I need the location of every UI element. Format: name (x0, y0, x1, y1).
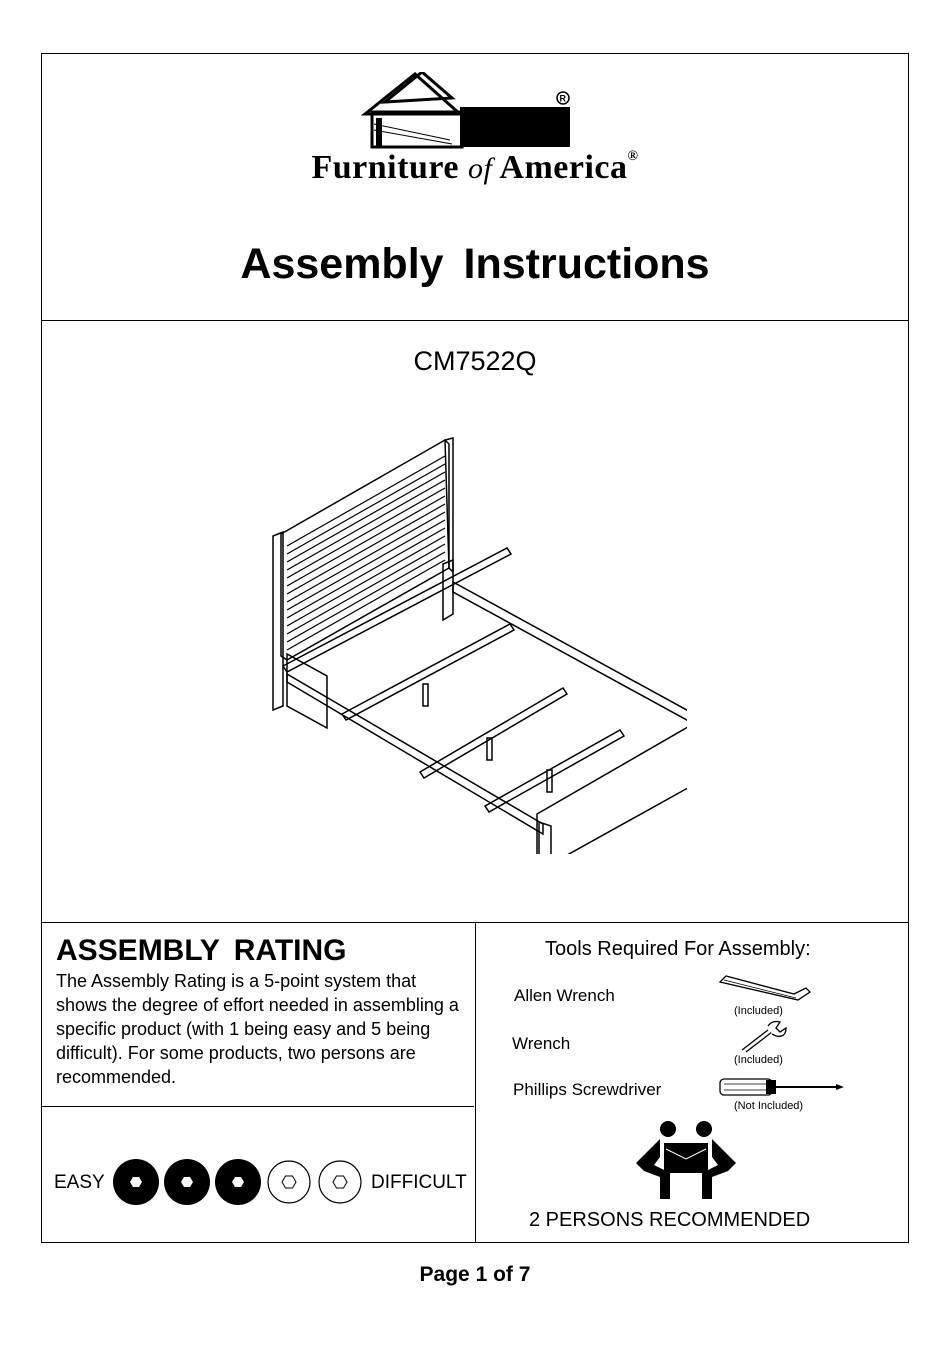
tool-note: (Included) (734, 1054, 783, 1066)
allen-wrench-icon (716, 972, 812, 1004)
tool-name: Wrench (512, 1034, 571, 1053)
tool-note: (Included) (734, 1005, 783, 1017)
tool-name: Allen Wrench (514, 986, 615, 1005)
rating-scale (112, 1157, 372, 1207)
easy-label: EASY (54, 1172, 105, 1193)
document-frame (41, 53, 909, 1243)
rating-dot-filled (164, 1159, 210, 1205)
two-persons-icon (630, 1119, 742, 1203)
rating-dot-filled (215, 1159, 261, 1205)
tool-note: (Not Included) (734, 1100, 804, 1112)
page-number: Page 1 of 7 (419, 1263, 531, 1286)
bed-illustration (267, 434, 687, 854)
rating-dot-empty (268, 1161, 310, 1203)
rating-dot-empty (319, 1161, 361, 1203)
divider (42, 320, 908, 321)
house-logo-icon (360, 72, 580, 152)
page-title: Assembly Instructions (240, 240, 710, 288)
tools-title: Tools Required For Assembly: (545, 938, 811, 960)
svg-text:R: R (559, 93, 566, 104)
divider (42, 1106, 474, 1107)
wrench-icon (738, 1020, 788, 1054)
screwdriver-icon (718, 1076, 846, 1098)
model-number: CM7522Q (413, 346, 537, 376)
rating-description: The Assembly Rating is a 5-point system that shows the degree of effort needed in assembling a specific product (with 1 being easy and 5 being difficult). For some products, two persons are recommended. (56, 971, 459, 1087)
rating-title: ASSEMBLY RATING (56, 934, 347, 967)
divider (475, 922, 476, 1242)
difficult-label: DIFFICULT (371, 1172, 467, 1193)
persons-recommended: 2 PERSONS RECOMMENDED (529, 1209, 811, 1231)
brand-name: Furniture of America® (311, 149, 639, 186)
tool-name: Phillips Screwdriver (513, 1080, 662, 1099)
rating-dot-filled (113, 1159, 159, 1205)
